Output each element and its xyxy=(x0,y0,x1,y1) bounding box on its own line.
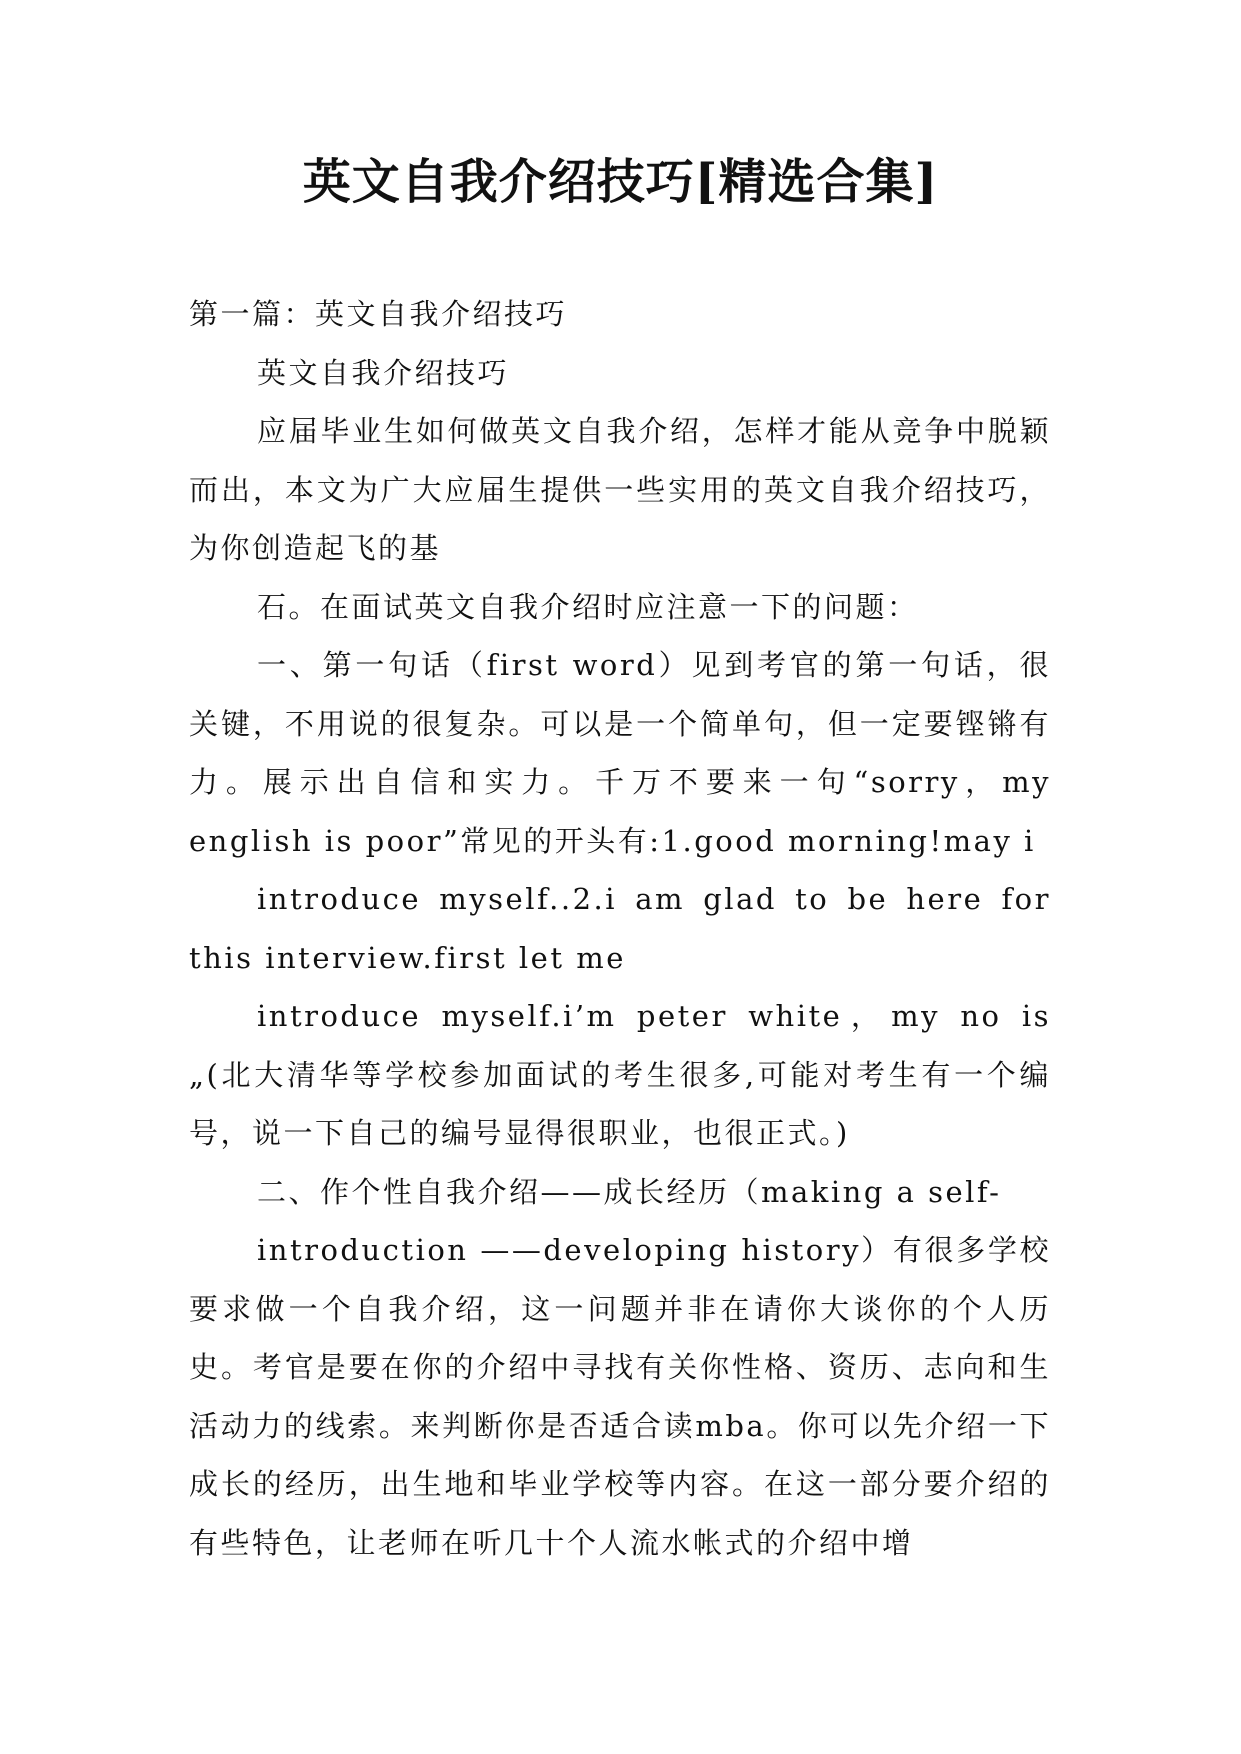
document-title: 英文自我介绍技巧[精选合集] xyxy=(302,154,939,210)
paragraph: introduce myself..2.i am glad to be here for this interview.first let me xyxy=(189,882,1051,975)
document-body xyxy=(189,285,1051,1572)
section-heading: 第一篇：英文自我介绍技巧 xyxy=(189,297,568,331)
paragraph: 二、作个性自我介绍——成长经历（making a self- xyxy=(257,1174,1002,1209)
paragraph: introduce myself.i’m peter white，my no is „(北大清华等学校参加面试的考生很多,可能对考生有一个编号，说一下自己的编号显得很职业，也很正式。) xyxy=(189,999,1051,1150)
paragraph: 一、第一句话（first word）见到考官的第一句话，很关键，不用说的很复杂。可以是一个简单句，但一定要铿锵有力。展示出自信和实力。千万不要来一句“sorry，my english is poor”常见的开头有:1.good morning!may i xyxy=(189,648,1051,858)
paragraph-subtitle: 英文自我介绍技巧 xyxy=(257,355,510,390)
paragraph: 石。在面试英文自我介绍时应注意一下的问题： xyxy=(257,589,919,624)
paragraph: 应届毕业生如何做英文自我介绍，怎样才能从竞争中脱颖而出，本文为广大应届生提供一些实用的英文自我介绍技巧，为你创造起飞的基 xyxy=(189,414,1051,565)
paragraph: introduction ——developing history）有很多学校要求做一个自我介绍，这一问题并非在请你大谈你的个人历史。考官是要在你的介绍中寻找有关你性格、资历、志向和生活动力的线索。来判断你是否适合读mba。你可以先介绍一下成长的经历，出生地和毕业学校等内容。在这一部分要介绍的有些特色，让老师在听几十个人流水帐式的介绍中增 xyxy=(189,1233,1051,1560)
